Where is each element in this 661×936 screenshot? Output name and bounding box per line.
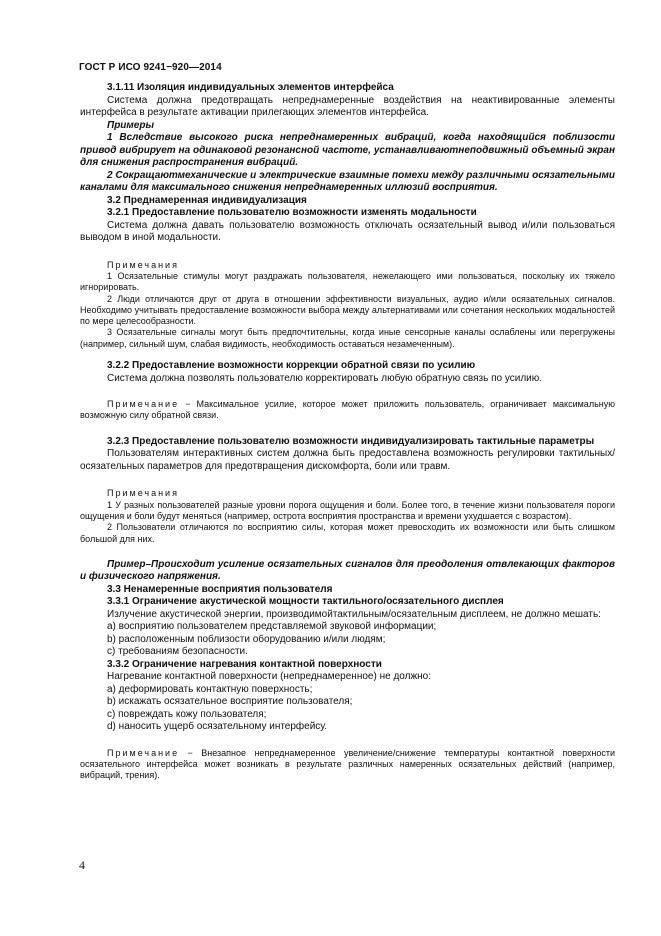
section-3-2-2-heading: 3.2.2 Предоставление возможности коррекции обратной связи по усилию xyxy=(107,360,476,372)
note-text: − Максимальное усилие, которое может приложить пользователь, ограничивает максимальную возможную силу обратной связи. xyxy=(80,399,615,421)
note-3: 3 Осязательные сигналы могут быть предпочтительны, когда иные сенсорные каналы ослаблены или перегружены (например, сильный шум, слабая видимость, необходимость оставаться незамеченным). xyxy=(80,327,615,349)
list-item: с) повреждать кожу пользователя; xyxy=(107,708,267,720)
note-3-3-2 xyxy=(80,748,615,782)
list-item: d) наносить ущерб осязательному интерфейсу. xyxy=(107,721,328,733)
note-2: 2 Пользователи отличаются по восприятию силы, которая может превосходить их возможности или быть слишком большой для них. xyxy=(80,522,615,544)
section-3-2-3-text: Пользователям интерактивных систем должна быть предоставлена возможность регулировки тактильных/осязательных параметров для предотвращения дискомфорта, боли или травм. xyxy=(80,448,615,472)
section-3-3-heading: 3.3 Ненамеренные восприятия пользователя xyxy=(107,583,333,595)
list-item: а) деформировать контактную поверхность; xyxy=(107,683,313,695)
notes-label: Примечания xyxy=(107,488,179,499)
section-3-3-1-heading: 3.3.1 Ограничение акустической мощности тактильного/осязательного дисплея xyxy=(107,596,504,608)
example-2: 2 Сокращаютмеханические и электрические взаимные помехи между различными осязательными каналами для максимального снижения непреднамеренных иллюзий восприятия. xyxy=(80,169,615,193)
list-item: а) восприятию пользователем представляемой звуковой информации; xyxy=(107,621,437,633)
section-3-3-1-text: Излучение акустической энергии, производимойтактильным/осязательным дисплеем, не должно мешать: xyxy=(107,608,601,620)
section-3-3-2-text: Нагревание контактной поверхности (непреднамеренное) не должно: xyxy=(107,671,432,683)
example-amplification: Пример–Происходит усиление осязательных сигналов для преодоления отвлекающих факторов и физического напряжения. xyxy=(80,558,615,583)
section-3-3-2-heading: 3.3.2 Ограничение нагревания контактной поверхности xyxy=(107,658,382,670)
notes-label: Примечания xyxy=(107,259,179,270)
section-3-1-11-heading: 3.1.11 Изоляция индивидуальных элементов интерфейса xyxy=(107,82,394,93)
document-body xyxy=(80,82,615,782)
note-label: Примечание xyxy=(107,399,180,410)
list-item: с) требованиям безопасности. xyxy=(107,646,248,658)
section-3-2-1-heading: 3.2.1 Предоставление пользователю возможности изменять модальности xyxy=(107,207,477,218)
examples-label: Примеры xyxy=(107,119,155,131)
page-number: 4 xyxy=(79,858,85,872)
list-item: b) искажать осязательное восприятие пользователя; xyxy=(107,696,353,708)
note-1: 1 У разных пользователей разные уровни порога ощущения и боли. Более того, в течение жизни пользователя пороги ощущения и боли будут меняться (например, острота восприятия пространства и времени ухудшается с возрастом). xyxy=(80,499,615,521)
document-header: ГОСТ Р ИСО 9241−920—2014 xyxy=(79,62,222,73)
list-item: b) расположенным поблизости оборудованию и/или людям; xyxy=(107,633,386,645)
section-3-1-11-text: Система должна предотвращать непреднамеренные воздействия на неактивированные элементы интерфейса в результате активации прилегающих элементов интерфейса. xyxy=(80,94,615,118)
section-3-2-2-text: Система должна позволять пользователю корректировать любую обратную связь по усилию. xyxy=(107,372,543,384)
note-1: 1 Осязательные стимулы могут раздражать пользователя, нежелающего ими пользоваться, поскольку их тяжело игнорировать. xyxy=(80,271,615,293)
note-text: − Внезапное непреднамеренное увеличение/снижение температуры контактной поверхности осязательного интерфейса может возникать в результате различных намеренных осязательных действий (например, вибраций, трения). xyxy=(80,747,615,781)
section-3-2-3-heading: 3.2.3 Предоставление пользователю возможности индивидуализировать тактильные параметры xyxy=(107,435,595,447)
note-2: 2 Люди отличаются друг от друга в отношении эффективности визуальных, аудио и/или осязательных сигналов. Необходимо учитывать предоставление возможности выбора между альтернативами или сочетания нескольких модальностей по мере целесообразности. xyxy=(80,293,615,327)
example-1: 1 Вследствие высокого риска непреднамеренных вибраций, когда находящийся поблизости привод вибрирует на одинаковой резонансной частоте, устанавливаютнеподвижный объемный экран для снижения распространения вибраций. xyxy=(80,132,615,168)
note-label: Примечание xyxy=(107,747,180,758)
note-3-2-2 xyxy=(80,399,615,422)
section-3-2-1-text: Система должна давать пользователю возможность отключать осязательный вывод и/или пользоваться выводом в иной модальности. xyxy=(80,219,615,243)
section-3-2-heading: 3.2 Преднамеренная индивидуализация xyxy=(107,194,307,206)
